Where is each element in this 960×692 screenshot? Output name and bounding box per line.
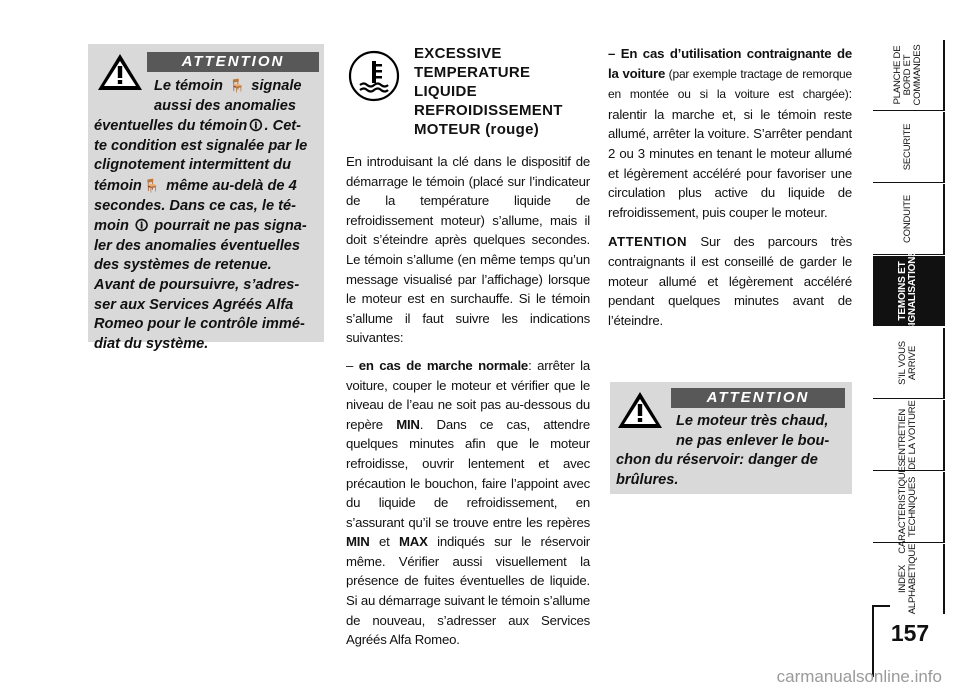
tab-label: SECURITE <box>902 123 913 171</box>
warning-text-line: pourrait ne pas signa- <box>154 218 307 235</box>
tab-index[interactable] <box>873 544 945 614</box>
warning-text-line: Romeo pour le contrôle immé- <box>94 316 305 333</box>
paragraph-text: : arrêter la voiture, couper le moteur et vérifier que le niveau de l’eau ne soit pas au-dessous du repère <box>346 357 590 432</box>
paragraph-text: . Dans ce cas, attendre quelques minutes afin que le moteur refroidisse, ouvrir lentement et avec précaution le bouchon, faire l’appoint avec du liquide de refroidissement, en s’assurant qu’il se trouve entre les repères <box>346 416 590 530</box>
warning-box-hot-engine <box>610 382 852 494</box>
paragraph-text: (par exemple tractage de remorque en montée ou si la voiture est chargée) <box>608 66 852 102</box>
seatbelt-icon: 🛈 <box>134 218 149 234</box>
warning-text <box>94 76 320 354</box>
warning-text-line: signale <box>251 78 302 94</box>
title-line: LIQUIDE <box>414 83 477 100</box>
min-mark: MIN <box>346 534 370 550</box>
warning-text-line: même au-delà de 4 <box>166 177 297 194</box>
min-mark: MIN <box>396 416 420 432</box>
watermark: carmanualsonline.info <box>776 667 942 686</box>
paragraph-text: et <box>369 534 400 550</box>
warning-text-line: chon du réservoir: danger de <box>616 452 818 469</box>
warning-text-line: Le moteur très chaud, <box>676 413 829 429</box>
hard-use-label: En cas d’utilisation contraignante de la voiture <box>608 46 852 81</box>
tab-label: CONDUITE <box>902 194 913 244</box>
warning-text-line: aussi des anomalies <box>154 97 296 114</box>
right-column <box>608 44 852 338</box>
warning-text-line: secondes. Dans ce cas, le té- <box>94 197 296 214</box>
title-line: EXCESSIVE <box>414 45 502 62</box>
warning-text-line: témoin <box>94 177 142 194</box>
airbag-icon: 🪑 <box>143 177 161 193</box>
tab-caracteristiques[interactable] <box>873 460 945 554</box>
warning-text-line: Avant de poursuivre, s’adres- <box>94 276 300 293</box>
coolant-temperature-icon <box>348 50 400 102</box>
warning-header: ATTENTION <box>671 388 845 408</box>
normal-operation-paragraph <box>346 356 590 650</box>
tab-sil-vous-arrive[interactable] <box>873 328 945 399</box>
tab-label: INDEX ALPHABETIQUE <box>897 543 918 615</box>
tab-label: CARACTERISTIQUES TECHNIQUES <box>897 460 918 554</box>
paragraph-text: Sur des parcours très contraignants il est conseillé de garder le moteur allumé et légèrement accéléré pendant quelques minutes avant de l’éteindre. <box>608 234 852 328</box>
warning-text-line: éventuelles du témoin <box>94 118 248 135</box>
hard-use-paragraph <box>608 44 852 222</box>
chapter-tabs <box>873 40 943 615</box>
warning-text <box>616 412 848 490</box>
seatbelt-icon: 🛈 <box>249 118 263 134</box>
tab-label: TEMOINS ET SIGNALISATIONS <box>897 250 918 332</box>
warning-text-line: moin <box>94 218 129 235</box>
warning-text-line: brûlures. <box>616 471 679 488</box>
warning-text-line: Le témoin <box>154 78 223 94</box>
tab-planche-de-bord[interactable] <box>873 40 945 111</box>
middle-column <box>346 152 590 658</box>
dash: – <box>346 357 359 373</box>
warning-text-line: clignotement intermittent du <box>94 157 292 174</box>
section-title <box>414 44 594 139</box>
warning-text-line: diat du système. <box>94 335 209 352</box>
tab-label: S’IL VOUS ARRIVE <box>897 341 918 385</box>
dash: – <box>608 46 621 61</box>
tab-temoins-et-signalisations[interactable] <box>873 250 945 332</box>
warning-text-line: ser aux Services Agréés Alfa <box>94 296 294 313</box>
paragraph-text: indiqués sur le réservoir même. Vérifier aussi visuellement la présence de fuites éventuelles de liquide. Si au démarrage suivant le témoin s’allume de nouveau, s’adresser aux Services Agréés Alfa Romeo. <box>346 534 590 648</box>
warning-text-line: des systèmes de retenue. <box>94 257 272 274</box>
attention-paragraph <box>608 232 852 330</box>
warning-box-airbag <box>88 44 324 352</box>
page-number: 157 <box>890 620 930 646</box>
max-mark: MAX <box>399 534 428 550</box>
warning-header: ATTENTION <box>147 52 319 72</box>
title-line: TEMPERATURE <box>414 64 531 81</box>
tab-label: PLANCHE DE BORD ET COMMANDES <box>892 44 923 106</box>
normal-operation-label: en cas de marche normale <box>358 357 529 373</box>
warning-text-line: te condition est signalée par le <box>94 137 308 154</box>
tab-conduite[interactable] <box>873 184 945 255</box>
title-line: REFROIDISSEMENT <box>414 102 563 119</box>
tab-securite[interactable] <box>873 112 945 183</box>
warning-text-line: ne pas enlever le bou- <box>676 432 830 449</box>
intro-paragraph: En introduisant la clé dans le dispositif de démarrage le témoin (placé sur l’indicateur de la température liquide de refroidissement moteur) s’allume, mais il doit s’éteindre après quelques secondes. Le témoin s’allume (en même temps qu’un message visualisé par l’affichage) lorsque le moteur est en surchauffe. Si le témoin s’allume il faut suivre les indications suivantes: <box>346 154 590 346</box>
airbag-icon: 🪑 <box>228 78 246 93</box>
attention-label: ATTENTION <box>608 234 687 250</box>
paragraph-text: : ralentir la marche et, si le témoin reste allumé, arrêter la voiture. S’arrêter pendant 2 ou 3 minutes en tenant le moteur allumé et légèrement accéléré pour favoriser une circulation plus active du liquide de refroidissement, puis couper le moteur. <box>608 86 852 220</box>
warning-text-line: ler des anomalies éventuelles <box>94 237 301 254</box>
warning-text-line: . Cet- <box>264 118 302 135</box>
title-line: MOTEUR (rouge) <box>414 121 540 138</box>
tab-label: ENTRETIEN DE LA VOITURE <box>897 400 918 470</box>
